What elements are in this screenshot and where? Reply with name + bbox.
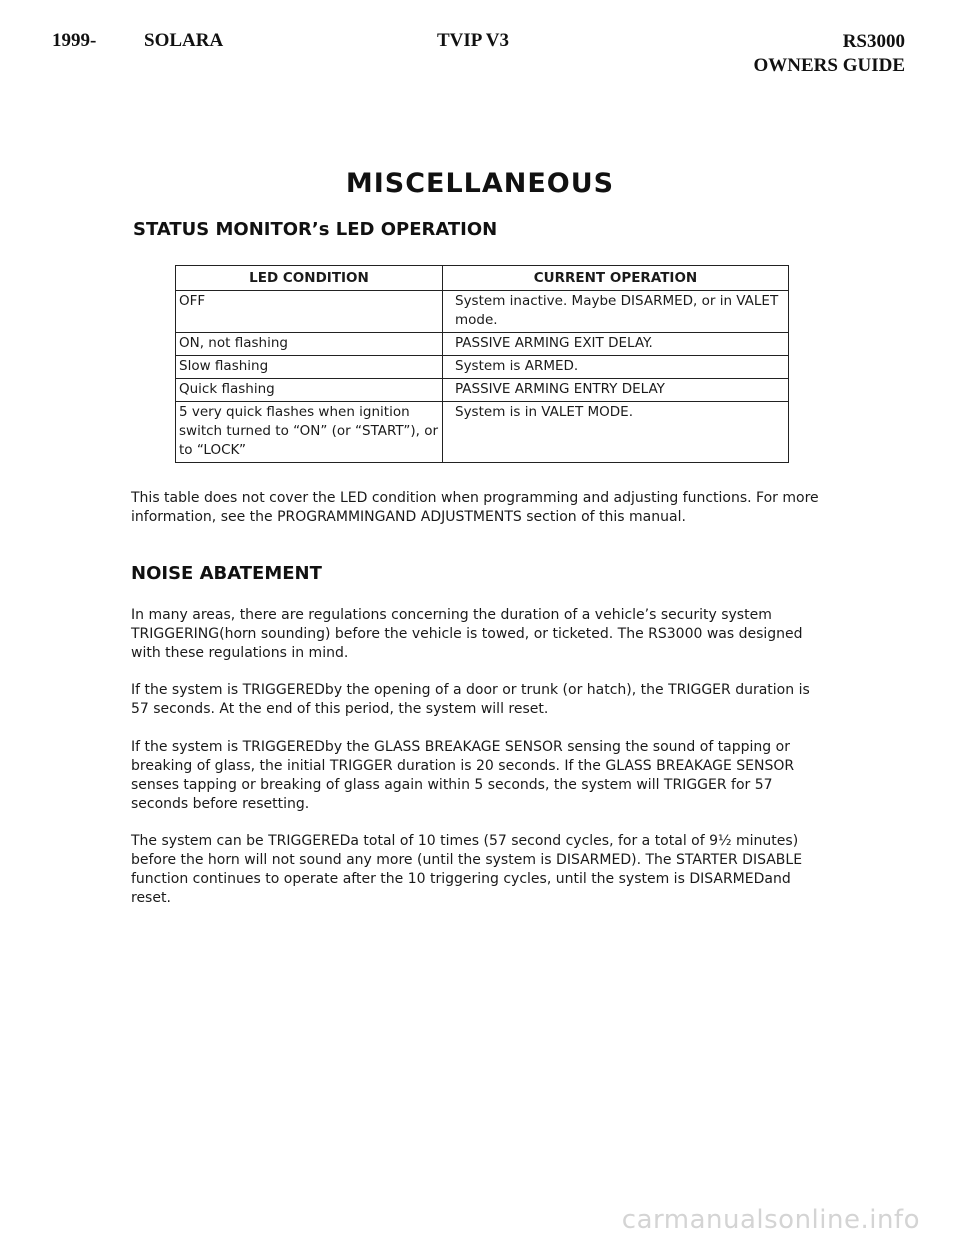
current-operation-cell: PASSIVE ARMING ENTRY DELAY — [443, 379, 789, 402]
page-title: MISCELLANEOUS — [345, 168, 615, 199]
current-operation-cell: System inactive. Maybe DISARMED, or in VALET mode. — [443, 291, 789, 333]
led-condition-cell: ON, not flashing — [176, 333, 443, 356]
led-condition-cell: OFF — [176, 291, 443, 333]
header-model: SOLARA — [144, 30, 224, 51]
led-operation-table — [175, 265, 789, 463]
page-header — [0, 30, 960, 76]
watermark: carmanualsonline.info — [621, 1205, 920, 1235]
header-guide: OWNERS GUIDE — [753, 55, 905, 76]
led-condition-cell: Quick flashing — [176, 379, 443, 402]
noise-section-heading: NOISE ABATEMENT — [131, 563, 322, 584]
led-condition-cell: 5 very quick flashes when ignition switch turned to “ON” (or “START”), or to “LOCK” — [176, 402, 443, 463]
column-header-current-operation: CURRENT OPERATION — [443, 266, 789, 291]
table-note: This table does not cover the LED condition when programming and adjusting functions. For more information, see the PROGRAMMINGAND ADJUSTMENTS section of this manual. — [131, 490, 819, 525]
status-section-heading: STATUS MONITOR’s LED OPERATION — [133, 219, 498, 240]
table-row — [176, 333, 789, 356]
header-right — [754, 30, 906, 78]
led-condition-cell: Slow flashing — [176, 356, 443, 379]
noise-paragraph: The system can be TRIGGEREDa total of 10 times (57 second cycles, for a total of 9½ minutes) before the horn will not sound any more (until the system is DISARMED). The STARTER DISABLE function continues to operate after the 10 triggering cycles, until the system is DISARMEDand reset. — [131, 833, 803, 906]
header-product: RS3000 — [842, 31, 905, 52]
current-operation-cell: PASSIVE ARMING EXIT DELAY. — [443, 333, 789, 356]
header-year: 1999- — [52, 30, 97, 51]
table-header-row — [176, 266, 789, 291]
table-row — [176, 291, 789, 333]
column-header-led-condition: LED CONDITION — [176, 266, 443, 291]
header-doc-code: TVIP V3 — [437, 30, 509, 51]
noise-paragraph: In many areas, there are regulations concerning the duration of a vehicle’s security system TRIGGERING(horn sounding) before the vehicle is towed, or ticketed. The RS3000 was designed with these regulations in mind. — [131, 607, 803, 661]
table-row — [176, 379, 789, 402]
table-row — [176, 402, 789, 463]
current-operation-cell: System is ARMED. — [443, 356, 789, 379]
table-row — [176, 356, 789, 379]
current-operation-cell: System is in VALET MODE. — [443, 402, 789, 463]
noise-paragraph: If the system is TRIGGEREDby the opening of a door or trunk (or hatch), the TRIGGER duration is 57 seconds. At the end of this period, the system will reset. — [131, 682, 810, 717]
noise-paragraph: If the system is TRIGGEREDby the GLASS BREAKAGE SENSOR sensing the sound of tapping or breaking of glass, the initial TRIGGER duration is 20 seconds. If the GLASS BREAKAGE SENSOR senses tapping or breaking of glass again within 5 seconds, the system will TRIGGER for 57 seconds before resetting. — [131, 739, 795, 812]
